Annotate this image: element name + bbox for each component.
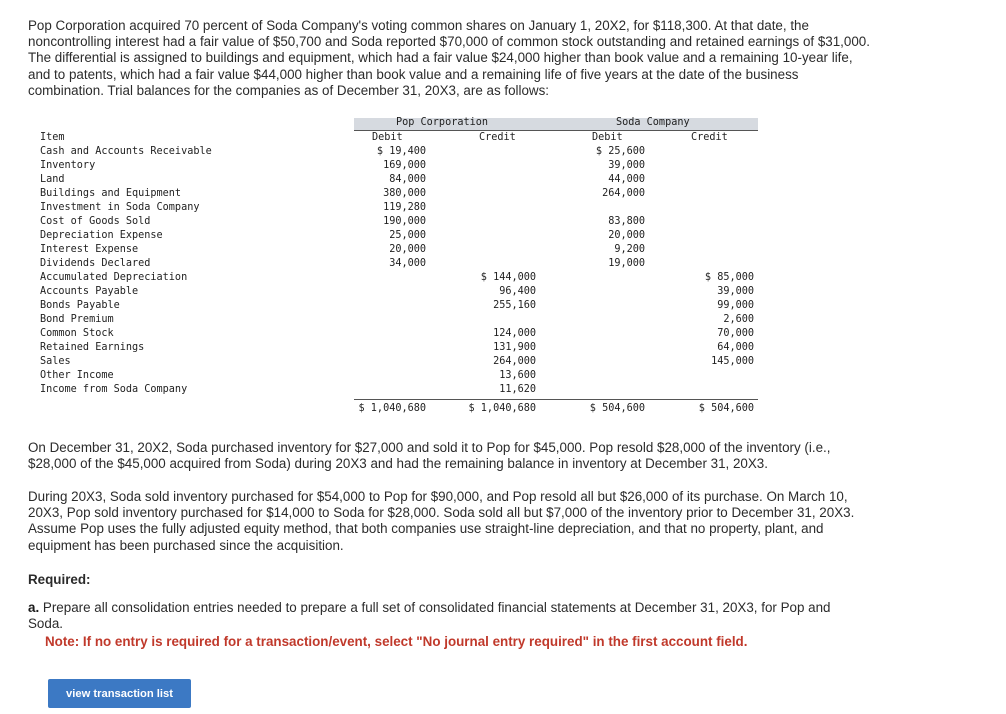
row-item-label: Retained Earnings xyxy=(40,342,145,353)
question-text: Prepare all consolidation entries needed to prepare a full set of consolidated financial statements at December 31, 20X3, for Pop and Soda. xyxy=(28,600,831,631)
pop-debit-header: Debit xyxy=(372,132,403,143)
row-item-label: Dividends Declared xyxy=(40,258,151,269)
required-label: Required: xyxy=(28,572,91,587)
row-pop-dr-value: 169,000 xyxy=(383,160,426,171)
row-pop-dr-value: 34,000 xyxy=(389,258,426,269)
row-soda-cr-value: 145,000 xyxy=(711,356,754,367)
row-soda-dr-value: 19,000 xyxy=(608,258,645,269)
pop-debit-total: $ 1,040,680 xyxy=(358,403,426,414)
row-item-label: Investment in Soda Company xyxy=(40,202,200,213)
row-soda-cr-value: 70,000 xyxy=(717,328,754,339)
row-soda-dr-value: 9,200 xyxy=(614,244,645,255)
pop-credit-header: Credit xyxy=(479,132,516,143)
row-pop-dr-value: 119,280 xyxy=(383,202,426,213)
row-soda-dr-value: 39,000 xyxy=(608,160,645,171)
row-pop-dr-value: 380,000 xyxy=(383,188,426,199)
soda-header: Soda Company xyxy=(616,117,690,128)
row-item-label: Bond Premium xyxy=(40,314,114,325)
row-pop-cr-value: 264,000 xyxy=(493,356,536,367)
inventory-paragraph-1: On December 31, 20X2, Soda purchased inventory for $27,000 and sold it to Pop for $45,000. Pop resold $28,000 of the inventory (i.e., $28,000 of the $45,000 acquired from Soda) during 20X3 and had the remaining balance in inventory at December 31, 20X3. xyxy=(28,440,831,472)
soda-debit-total: $ 504,600 xyxy=(589,403,645,414)
pop-header: Pop Corporation xyxy=(396,117,489,128)
question-a xyxy=(28,600,868,632)
row-pop-cr-value: 255,160 xyxy=(493,300,536,311)
row-soda-dr-value: 83,800 xyxy=(608,216,645,227)
row-item-label: Accumulated Depreciation xyxy=(40,272,188,283)
row-pop-cr-value: $ 144,000 xyxy=(480,272,536,283)
row-item-label: Land xyxy=(40,174,65,185)
row-soda-dr-value: 44,000 xyxy=(608,174,645,185)
row-item-label: Inventory xyxy=(40,160,96,171)
row-item-label: Income from Soda Company xyxy=(40,384,188,395)
view-transaction-list-button[interactable]: view transaction list xyxy=(48,679,191,708)
trial-balance-table xyxy=(36,118,758,418)
row-pop-dr-value: $ 19,400 xyxy=(376,146,426,157)
row-soda-cr-value: 64,000 xyxy=(717,342,754,353)
row-pop-cr-value: 11,620 xyxy=(499,384,536,395)
row-soda-dr-value: $ 25,600 xyxy=(595,146,645,157)
row-item-label: Cash and Accounts Receivable xyxy=(40,146,212,157)
row-pop-dr-value: 25,000 xyxy=(389,230,426,241)
row-item-label: Common Stock xyxy=(40,328,114,339)
intro-paragraph: Pop Corporation acquired 70 percent of Soda Company's voting common shares on January 1, 20X2, for $118,300. At that date, the noncontrolling interest had a fair value of $50,700 and Soda reported $70,000 of common stock outstanding and retained earnings of $31,000. The differential is assigned to buildings and equipment, which had a fair value $24,000 higher than book value and a remaining 10-year life, and to patents, which had a fair value $44,000 higher than book value and a remaining life of five years at the date of the business combination. Trial balances for the companies as of December 31, 20X3, are as follows: xyxy=(28,18,870,98)
row-pop-cr-value: 13,600 xyxy=(499,370,536,381)
row-soda-dr-value: 264,000 xyxy=(602,188,645,199)
soda-debit-header: Debit xyxy=(592,132,623,143)
row-item-label: Depreciation Expense xyxy=(40,230,163,241)
row-soda-cr-value: 99,000 xyxy=(717,300,754,311)
row-item-label: Accounts Payable xyxy=(40,286,139,297)
totals-divider xyxy=(354,399,758,400)
row-pop-dr-value: 190,000 xyxy=(383,216,426,227)
row-pop-cr-value: 131,900 xyxy=(493,342,536,353)
row-pop-dr-value: 84,000 xyxy=(389,174,426,185)
row-soda-dr-value: 20,000 xyxy=(608,230,645,241)
item-header: Item xyxy=(40,132,65,143)
row-item-label: Buildings and Equipment xyxy=(40,188,182,199)
note-text: Note: If no entry is required for a transaction/event, select "No journal entry required" in the first account field. xyxy=(45,634,748,649)
soda-credit-header: Credit xyxy=(691,132,728,143)
row-item-label: Other Income xyxy=(40,370,114,381)
row-item-label: Cost of Goods Sold xyxy=(40,216,151,227)
row-soda-cr-value: 39,000 xyxy=(717,286,754,297)
row-item-label: Interest Expense xyxy=(40,244,139,255)
row-soda-cr-value: 2,600 xyxy=(723,314,754,325)
question-label: a. xyxy=(28,600,40,615)
inventory-paragraph-2: During 20X3, Soda sold inventory purchased for $54,000 to Pop for $90,000, and Pop resold all but $26,000 of its purchase. On March 10, 20X3, Pop sold inventory purchased for $14,000 to Soda for $28,000. Soda sold all but $7,000 of the inventory prior to December 31, 20X3. Assume Pop uses the fully adjusted equity method, that both companies use straight-line depreciation, and that no property, plant, and equipment has been purchased since the acquisition. xyxy=(28,489,855,553)
row-pop-cr-value: 96,400 xyxy=(499,286,536,297)
row-item-label: Sales xyxy=(40,356,71,367)
row-soda-cr-value: $ 85,000 xyxy=(704,272,754,283)
row-pop-dr-value: 20,000 xyxy=(389,244,426,255)
row-item-label: Bonds Payable xyxy=(40,300,120,311)
soda-credit-total: $ 504,600 xyxy=(698,403,754,414)
row-pop-cr-value: 124,000 xyxy=(493,328,536,339)
pop-credit-total: $ 1,040,680 xyxy=(468,403,536,414)
